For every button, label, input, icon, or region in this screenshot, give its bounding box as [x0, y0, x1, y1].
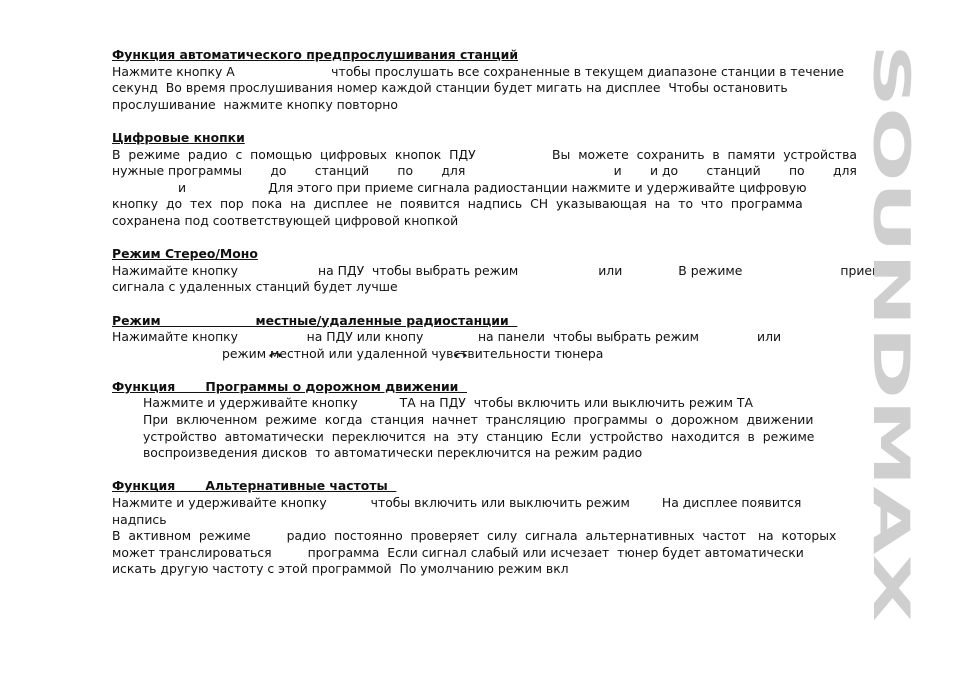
brand-logo	[868, 44, 912, 622]
text-line: В активном режиме радио постоянно проверяет силу сигнала альтернативных частот на которых	[112, 528, 837, 544]
text-line: В режиме радио с помощью цифровых кнопок ПДУ Вы можете сохранить в памяти устройства	[112, 146, 857, 162]
text-line: Нажимайте кнопку на ПДУ чтобы выбрать режим или В режиме прием	[112, 262, 882, 278]
text-line: нужные программы до станций по для и и до станций по для	[112, 163, 857, 179]
text-line: секунд Во время прослушивания номер каждой станции будет мигать на дисплее Чтобы остановить	[112, 80, 788, 96]
manual-page	[112, 47, 882, 578]
text-line: надпись	[112, 511, 167, 527]
phone-icon	[429, 329, 468, 346]
section-heading: Функция автоматического предпрослушивания станций	[112, 47, 519, 62]
text-line: воспроизведения дисков то автоматически переключится на режим радио	[143, 445, 643, 461]
text-line: прослушивание нажмите кнопку повторно	[112, 96, 398, 112]
text-line: может транслироваться программа Если сигнал слабый или исчезает тюнер будет автоматически	[112, 544, 804, 560]
section-heading: Функция Программы о дорожном движении	[112, 378, 467, 394]
text-line: устройство автоматически переключится на эту станцию Если устройство находится в режиме	[143, 428, 815, 444]
section-heading: Режим Стерео/Моно	[112, 246, 258, 262]
text-line: сигнала с удаленных станций будет лучше	[112, 279, 398, 295]
text-line: Нажмите и удерживайте кнопку ТА на ПДУ чтобы включить или выключить режим ТА	[143, 395, 753, 411]
text-line: Нажмите и удерживайте кнопку чтобы включить или выключить режим На дисплее появится	[112, 495, 802, 511]
text-line: Нажимайте кнопку на ПДУ или кнопу на панели чтобы выбрать режим или	[112, 329, 857, 346]
text-line: сохранена под соответствующей цифровой кнопкой	[112, 212, 459, 228]
text-line: кнопку до тех пор пока на дисплее не появится надпись CH указывающая на то что программа	[112, 196, 803, 212]
phone-icon	[244, 329, 283, 346]
text-line: искать другую частоту с этой программой По умолчанию режим вкл	[112, 561, 569, 577]
section-heading: Режим местные/удаленные радиостанции	[112, 312, 518, 328]
text-line: режим местной или удаленной чувствительности тюнера	[222, 345, 604, 361]
section-heading: Функция Альтернативные частоты	[112, 478, 397, 494]
text-line: и Для этого при приеме сигнала радиостанции нажмите и удерживайте цифровую	[178, 179, 807, 195]
svg-text:SOUNDMAX: SOUNDMAX	[868, 44, 912, 374]
section-heading: Цифровые кнопки	[112, 129, 245, 145]
text-line: При включенном режиме когда станция начнет трансляцию программы о дорожном движении	[143, 412, 814, 428]
text-line: Нажмите кнопку А чтобы прослушать все сохраненные в текущем диапазоне станции в течение	[112, 63, 844, 79]
